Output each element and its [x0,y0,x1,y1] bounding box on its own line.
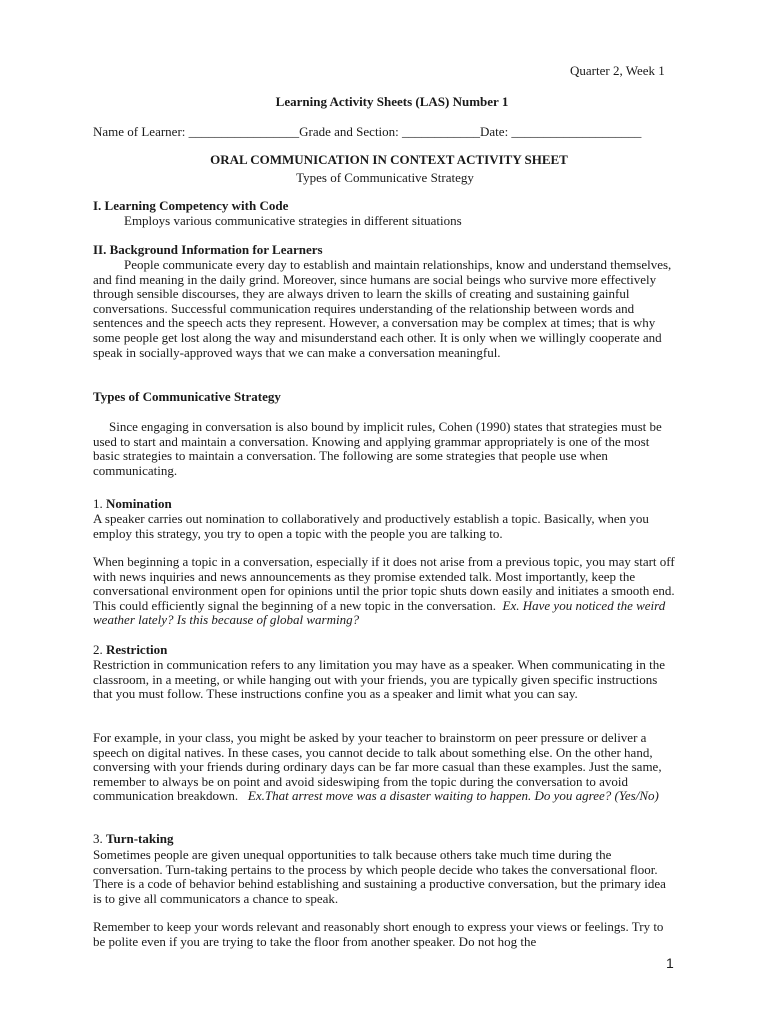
restriction-example: Ex.That arrest move was a disaster waiting to happen. Do you agree? (Yes/No) [247,788,659,804]
las-title: Learning Activity Sheets (LAS) Number 1 [275,94,509,109]
background-paragraph: People communicate every day to establish and maintain relationships, know and understand themselves, and find meaning in the daily grind. Moreover, since humans are social beings who survive more effectively through sensible discourses, they are always driven to learn the skills of creating and sustaining gainful conversations. Successful communication requires understanding of the relationship between words and sentences and the speech acts they represent. However, a conversation may be complex at times; that is why some people get lost along the way and misunderstand each other. It is only when we willingly cooperate and speak in socially-approved ways that we can make a conversation meaningful. [93,257,672,360]
document-subtitle: Types of Communicative Strategy [296,170,474,185]
turn-taking-paragraph-2: Remember to keep your words relevant and reasonably short enough to express your views or feelings. Try to be polite even if you are trying to take the floor from another speaker. Do not hog the [93,919,664,949]
turn-taking-heading: 3. Turn-taking [93,831,174,846]
nomination-example: Ex. Have you noticed the weird weather lately? Is this because of global warming? [93,597,666,628]
nomination-paragraph-2: When beginning a topic in a conversation, especially if it does not arise from a previous topic, you may start off with news inquiries and news announcements as they promise extended talk. Most importantly, keep the conversational environment open for opinions until the prior topic shuts down easily and initiates a smooth end. This could efficiently signal the beginning of a new topic in the conversation. Ex. Have you noticed the weird weather lately? Is this because of global warming? [93,554,675,628]
restriction-heading: 2. Restriction [93,642,168,657]
document-title: ORAL COMMUNICATION IN CONTEXT ACTIVITY SHEET [210,152,568,167]
competency-text: Employs various communicative strategies in different situations [124,213,462,228]
restriction-paragraph-1: Restriction in communication refers to any limitation you may have as a speaker. When communicating in the classroom, in a meeting, or while hanging out with your friends, you are typically given specific instructions that you must follow. These instructions confine you as a speaker and limit what you can say. [93,657,665,702]
section-heading-competency: I. Learning Competency with Code [93,198,289,213]
nomination-heading: 1. Nomination [93,496,172,511]
learner-info-line: Name of Learner: _________________Grade and Section: ____________Date: ____________________ [93,124,642,139]
types-intro-paragraph: Since engaging in conversation is also bound by implicit rules, Cohen (1990) states that strategies must be used to start and maintain a conversation. Knowing and applying grammar appropriately is one of the most basic strategies to maintain a conversation. The following are some strategies that people use when communicating. [93,419,662,478]
nomination-paragraph-1: A speaker carries out nomination to collaboratively and productively establish a topic. Basically, when you employ this strategy, you try to open a topic with the people you are talking to. [93,511,649,541]
restriction-paragraph-2: For example, in your class, you might be asked by your teacher to brainstorm on peer pressure or deliver a speech on digital natives. In these cases, you cannot decide to talk about something else. On the other hand, conversing with your friends during ordinary days can be far more casual than these examples. Just the same, remember to always be on point and avoid sideswiping from the topic during the conversation to avoid communication breakdown. Ex.That arrest move was a disaster waiting to happen. Do you agree? (Yes/No) [93,730,662,804]
turn-taking-paragraph-1: Sometimes people are given unequal opportunities to talk because others take much time during the conversation. Turn-taking pertains to the process by which people decide who takes the conversational floor. There is a code of behavior behind establishing and sustaining a productive conversation, but the primary idea is to give all communicators a chance to speak. [93,847,666,906]
page-number: 1 [666,955,674,971]
quarter-label: Quarter 2, Week 1 [570,63,665,78]
section-heading-types: Types of Communicative Strategy [93,389,281,404]
section-heading-background: II. Background Information for Learners [93,242,323,257]
